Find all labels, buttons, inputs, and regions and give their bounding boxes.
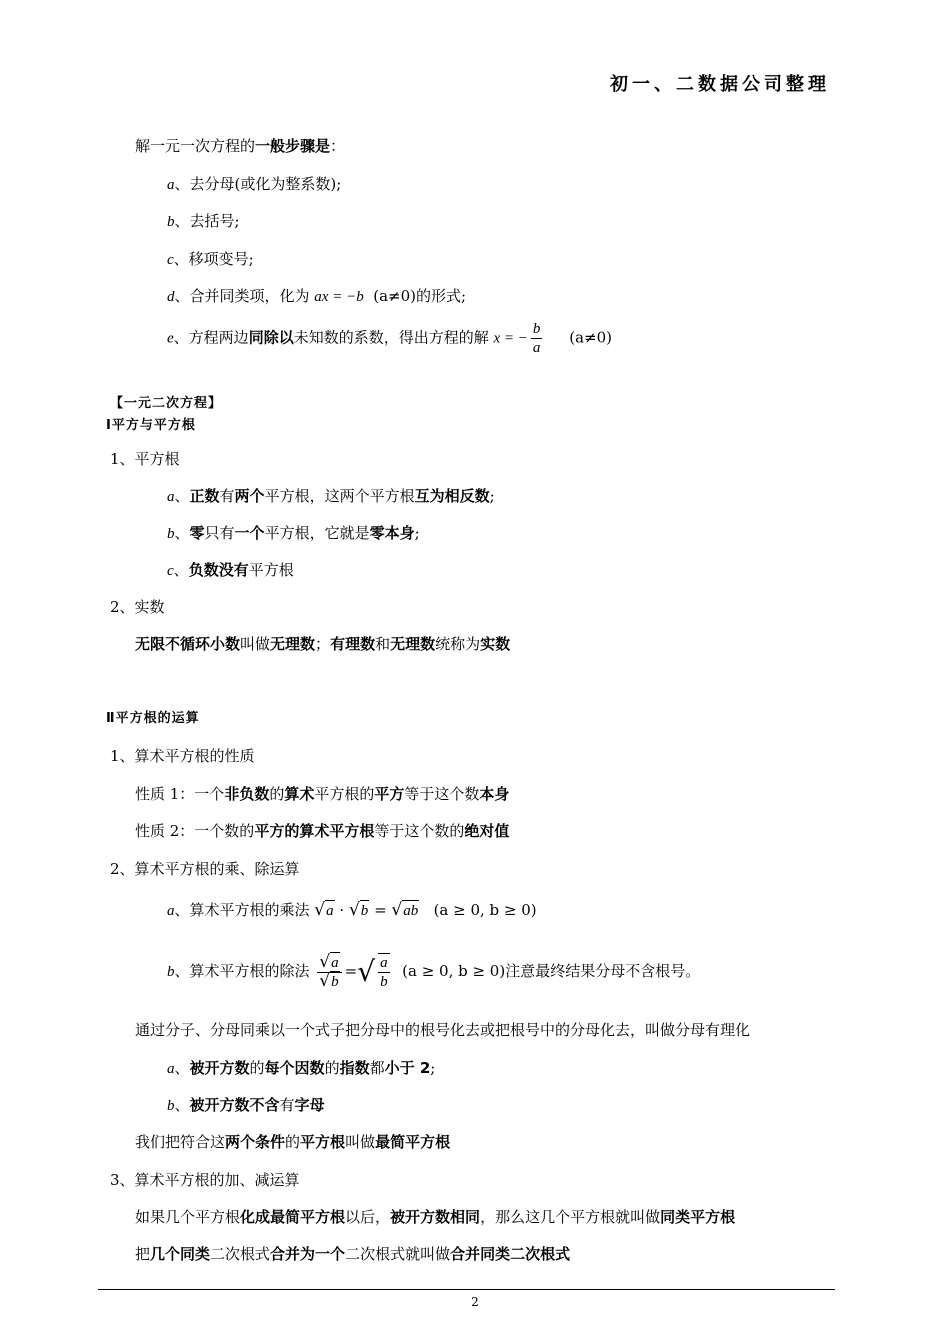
sqrt-rule-a: a、正数有两个平方根，这两个平方根互为相反数; <box>167 487 495 505</box>
simplest-condition-b: b、被开方数不含有字母 <box>167 1096 325 1114</box>
property-1: 性质 1：一个非负数的算术平方根的平方等于这个数本身 <box>135 785 510 803</box>
page-header: 初一、二数据公司整理 <box>610 74 830 95</box>
real-number-definition: 无限不循环小数叫做无理数；有理数和无理数统称为实数 <box>135 635 511 653</box>
formula-sqrt-product: √a · √b = √ab <box>314 900 419 920</box>
item-add-sub: 3、算术平方根的加、减运算 <box>110 1171 300 1189</box>
item-square-root: 1、平方根 <box>110 450 180 468</box>
simplest-condition-a: a、被开方数的每个因数的指数都小于 2; <box>167 1059 436 1077</box>
item-arith-sqrt-properties: 1、算术平方根的性质 <box>110 747 255 765</box>
step-e: e、方程两边同除以未知数的系数，得出方程的解 x = − $\frac{b}{a}$ (a≠0) <box>167 321 613 356</box>
section-title: 【一元二次方程】 <box>110 396 223 411</box>
like-sqrt-definition: 如果几个平方根化成最简平方根以后，被开方数相同，那么这几个平方根就叫做同类平方根 <box>135 1208 736 1226</box>
item-real-numbers: 2、实数 <box>110 598 165 616</box>
step-d: d、合并同类项，化为 ax = −b (a≠0)的形式; <box>167 287 467 305</box>
page-number: 2 <box>471 1295 479 1309</box>
footer-divider <box>98 1289 835 1290</box>
property-2: 性质 2：一个数的平方的算术平方根等于这个数的绝对值 <box>135 822 510 840</box>
sqrt-division: b、算术平方根的除法 $\frac{√a}{√b}$ =√ $\frac{a}{b}$ (a ≥ 0, b ≥ 0)注意最终结果分母不含根号。 <box>167 951 701 991</box>
formula-sqrt-quotient: $\frac{√a}{√b}$ =√ $\frac{a}{b}$ <box>319 951 388 991</box>
sqrt-rule-b: b、零只有一个平方根，它就是零本身; <box>167 524 420 542</box>
sqrt-multiplication: a、算术平方根的乘法 √a · √b = √ab (a ≥ 0, b ≥ 0) <box>167 900 537 920</box>
subsection-2-title: Ⅱ平方根的运算 <box>106 711 200 726</box>
step-a: a、去分母(或化为整系数); <box>167 175 342 193</box>
subsection-1-title: Ⅰ平方与平方根 <box>106 418 196 433</box>
rationalization-definition: 通过分子、分母同乘以一个式子把分母中的根号化去或把根号中的分母化去，叫做分母有理化 <box>135 1021 751 1039</box>
step-b: b、去括号; <box>167 212 240 230</box>
merge-like-radicals-definition: 把几个同类二次根式合并为一个二次根式就叫做合并同类二次根式 <box>135 1245 571 1263</box>
steps-intro: 解一元一次方程的一般步骤是： <box>135 137 346 155</box>
equation-ax-b: ax = −b <box>314 289 364 305</box>
sqrt-rule-c: c、负数没有平方根 <box>167 561 294 579</box>
item-mult-div: 2、算术平方根的乘、除运算 <box>110 860 300 878</box>
fraction-b-over-a: $\frac{b}{a}$ <box>532 321 541 356</box>
simplest-sqrt-definition: 我们把符合这两个条件的平方根叫做最简平方根 <box>135 1133 451 1151</box>
step-c: c、移项变号; <box>167 250 254 268</box>
